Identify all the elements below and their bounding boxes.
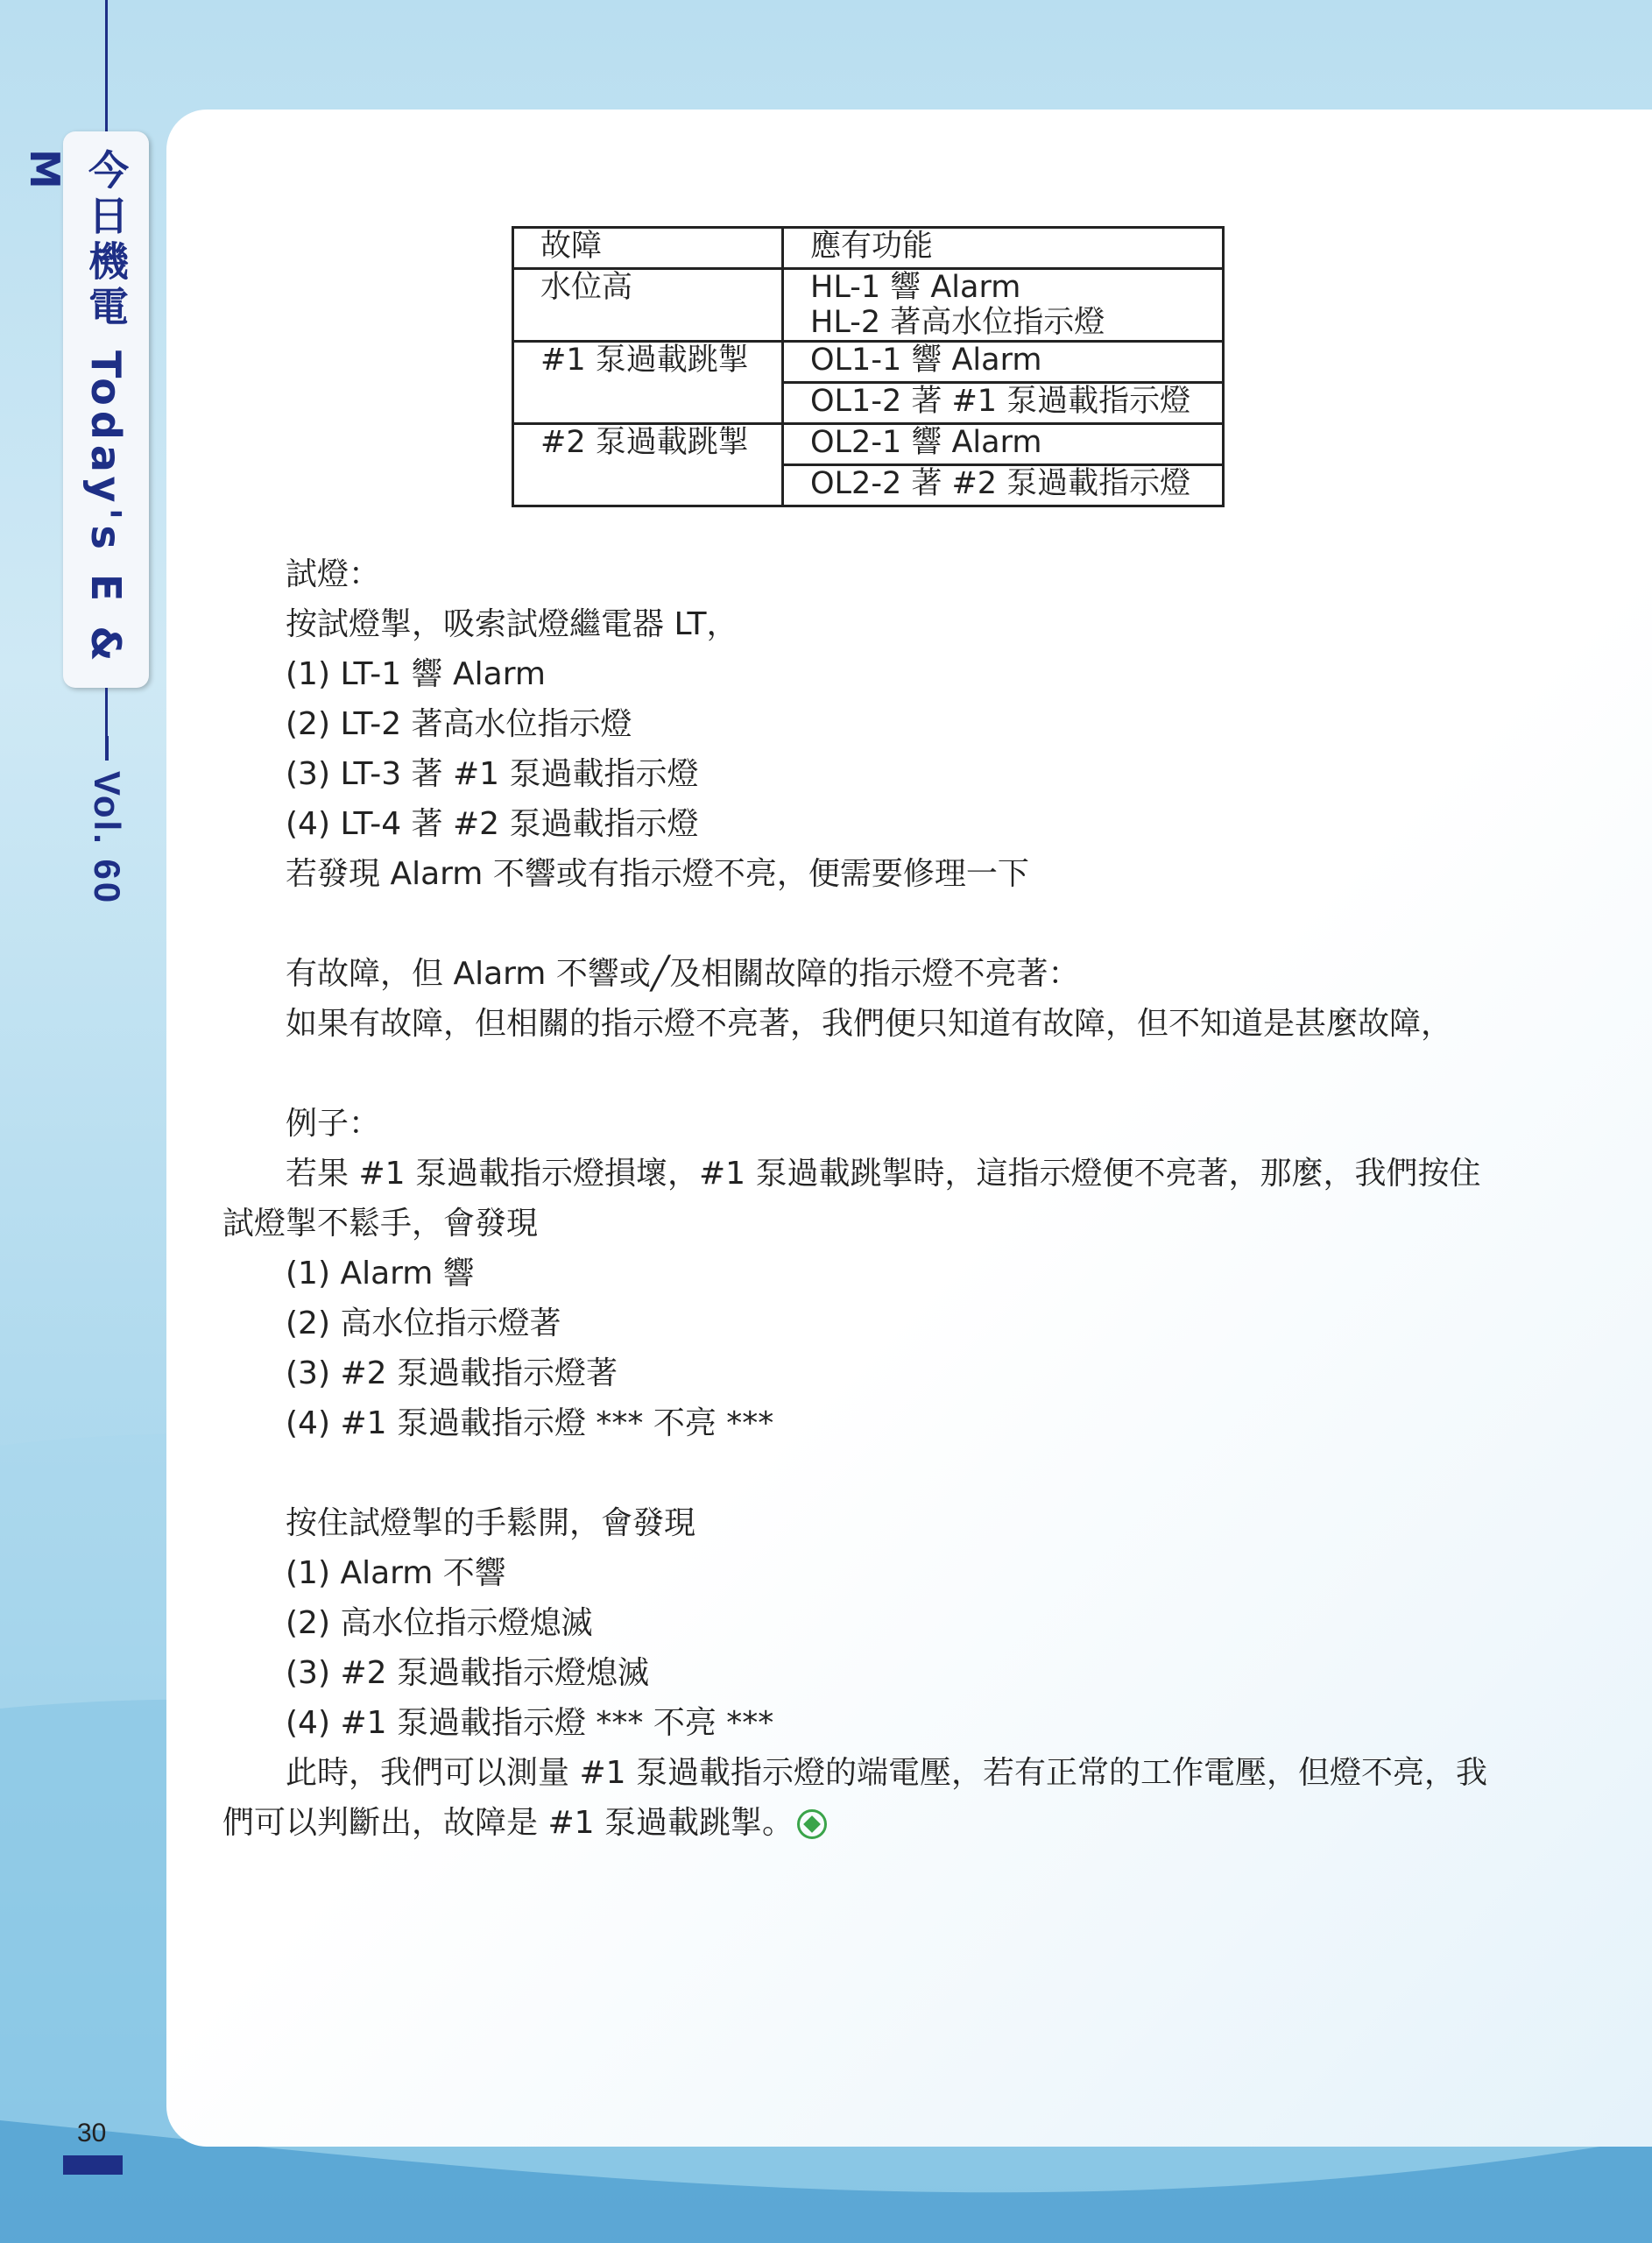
page-number-bar: [63, 2155, 123, 2175]
list-item: (1) LT-1 響 Alarm: [286, 656, 546, 692]
table-row: [513, 269, 1224, 342]
table-header-cell: 應有功能: [783, 228, 1224, 269]
list-item: (4) #1 泵過載指示燈 *** 不亮 ***: [286, 1705, 774, 1741]
list-item: (3) #2 泵過載指示燈著: [286, 1355, 618, 1391]
table-cell-fault: #2 泵過載跳掣: [513, 424, 783, 506]
function-line: HL-1 響 Alarm: [810, 270, 1021, 305]
list-item: (2) 高水位指示燈著: [286, 1305, 561, 1341]
section-heading: 有故障，但 Alarm 不響或╱及相關故障的指示燈不亮著：: [286, 956, 1080, 992]
list-item: (1) Alarm 不響: [286, 1555, 506, 1591]
table-header-cell: 故障: [513, 228, 783, 269]
section-heading: 試燈：: [286, 556, 381, 592]
table-cell-function: OL2-2 著 #2 泵過載指示燈: [783, 465, 1224, 506]
table-cell-function: OL1-2 著 #1 泵過載指示燈: [783, 383, 1224, 424]
paragraph: 若果 #1 泵過載指示燈損壞，#1 泵過載跳掣時，這指示燈便不亮著，那麼，我們按住試燈掣不鬆手，會發現: [222, 1156, 1481, 1242]
table-cell-function: [783, 269, 1224, 342]
function-line: HL-2 著高水位指示燈: [810, 305, 1105, 340]
spine-line: [105, 688, 108, 736]
table-cell-fault: 水位高: [513, 269, 783, 342]
section-heading: 例子：: [286, 1106, 381, 1142]
list-item: (2) LT-2 著高水位指示燈: [286, 706, 632, 742]
table-cell-fault: #1 泵過載跳掣: [513, 342, 783, 424]
spacer: [222, 899, 1510, 949]
list-item: (3) #2 泵過載指示燈熄滅: [286, 1655, 649, 1691]
paragraph-line: 若發現 Alarm 不響或有指示燈不亮，便需要修理一下: [286, 856, 1029, 892]
list-item: (3) LT-3 著 #1 泵過載指示燈: [286, 756, 699, 792]
list-item: (4) #1 泵過載指示燈 *** 不亮 ***: [286, 1405, 774, 1441]
paragraph: [222, 1748, 1510, 1848]
spine-line: [105, 0, 108, 131]
fault-function-table: [512, 226, 1225, 507]
page-number: 30: [77, 2119, 107, 2147]
paragraph-line: 如果有故障，但相關的指示燈不亮著，我們便只知道有故障，但不知道是甚麼故障，: [286, 1006, 1453, 1042]
spacer: [222, 1049, 1510, 1099]
volume-label: Vol. 60: [87, 771, 128, 906]
conclusion-text: 此時，我們可以測量 #1 泵過載指示燈的端電壓，若有正常的工作電壓，但燈不亮，我們可以判斷出，故障是 #1 泵過載跳掣。: [222, 1755, 1487, 1841]
table-header-row: [513, 228, 1224, 269]
paragraph-line: 按試燈掣，吸索試燈繼電器 LT，: [286, 606, 738, 642]
spacer: [222, 1448, 1510, 1498]
table-row: [513, 342, 1224, 383]
end-mark-icon: [797, 1809, 827, 1839]
list-item: (4) LT-4 著 #2 泵過載指示燈: [286, 806, 699, 842]
paragraph-line: 按住試燈掣的手鬆開，會發現: [286, 1505, 696, 1541]
table-row: [513, 424, 1224, 465]
article-body: [222, 549, 1510, 1848]
list-item: (1) Alarm 響: [286, 1256, 475, 1291]
table-cell-function: OL1-1 響 Alarm: [783, 342, 1224, 383]
magazine-title: 今日機電 Today's E & M: [21, 149, 130, 667]
table-cell-function: OL2-1 響 Alarm: [783, 424, 1224, 465]
volume-marker: [81, 736, 133, 761]
list-item: (2) 高水位指示燈熄滅: [286, 1605, 593, 1641]
